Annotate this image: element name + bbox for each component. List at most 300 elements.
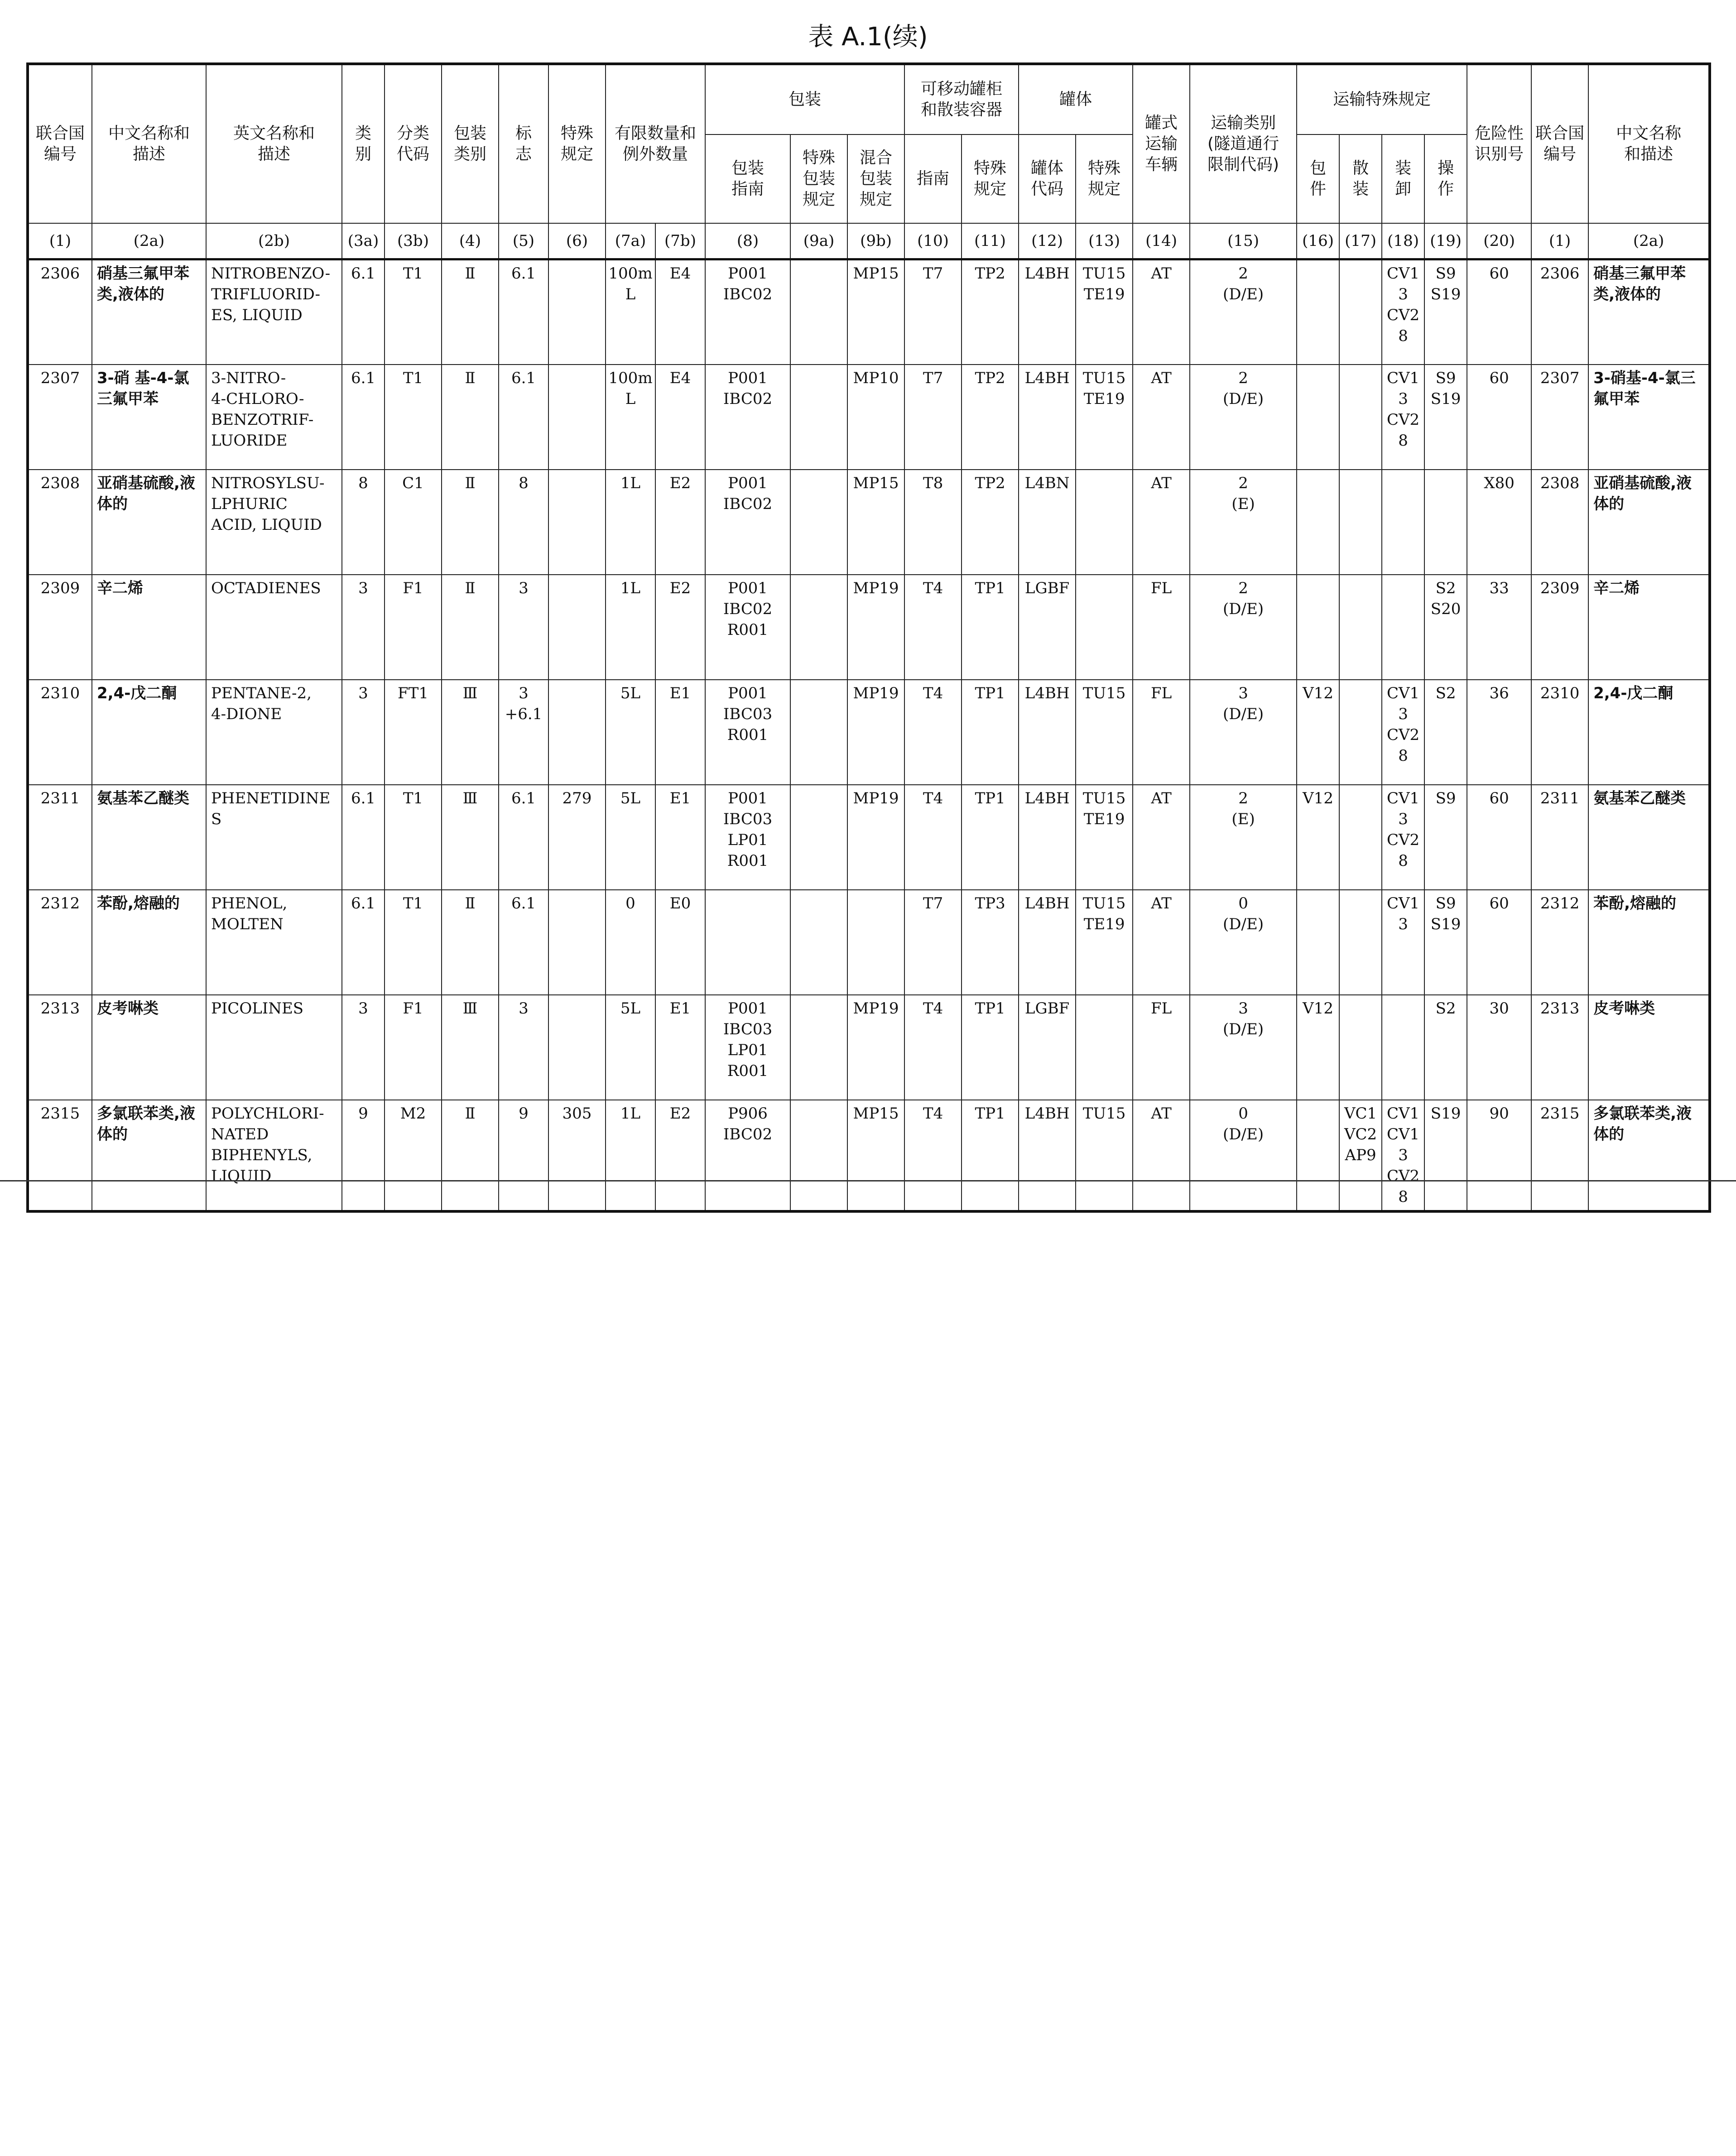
- table-row: [28, 1100, 1710, 1211]
- table-cell: [1076, 995, 1133, 1100]
- table-cell: FL: [1133, 680, 1190, 785]
- table-cell: T7: [904, 890, 962, 995]
- column-number: (16): [1297, 223, 1339, 259]
- table-cell: 3: [342, 995, 385, 1100]
- table-cell: [1297, 575, 1339, 680]
- table-cell: 8: [342, 470, 385, 575]
- table-cell: TU15 TE19: [1076, 890, 1133, 995]
- table-cell: P906 IBC02: [705, 1100, 790, 1211]
- table-cell: 硝基三氟甲苯类,液体的: [92, 259, 206, 365]
- table-cell: 氨基苯乙醚类: [1588, 785, 1710, 890]
- table-cell: 90: [1467, 1100, 1531, 1211]
- table-cell: [847, 890, 904, 995]
- table-cell: CV13 CV28: [1382, 259, 1424, 365]
- table-cell: M2: [385, 1100, 442, 1211]
- table-cell: L4BH: [1019, 259, 1076, 365]
- table-cell: 苯酚,熔融的: [92, 890, 206, 995]
- table-cell: MP10: [847, 365, 904, 470]
- table-cell: [1339, 575, 1382, 680]
- dangerous-goods-table: [26, 62, 1711, 1213]
- table-cell: 9: [499, 1100, 548, 1211]
- table-cell: 279: [548, 785, 606, 890]
- table-cell: CV13 CV28: [1382, 680, 1424, 785]
- table-cell: CV13: [1382, 890, 1424, 995]
- header-special-provisions: 特殊 规定: [548, 64, 606, 223]
- header-portable-tank-instructions: 指南: [904, 134, 962, 223]
- column-number: (8): [705, 223, 790, 259]
- table-cell: TP1: [962, 575, 1019, 680]
- header-un-no: 联合国 编号: [28, 64, 92, 223]
- table-cell: L4BN: [1019, 470, 1076, 575]
- table-row: [28, 995, 1710, 1100]
- table-cell: 60: [1467, 259, 1531, 365]
- table-cell: L4BH: [1019, 680, 1076, 785]
- table-cell: L4BH: [1019, 1100, 1076, 1211]
- table-cell: [705, 890, 790, 995]
- table-cell: AT: [1133, 365, 1190, 470]
- column-number: (14): [1133, 223, 1190, 259]
- table-cell: FT1: [385, 680, 442, 785]
- table-cell: LGBF: [1019, 995, 1076, 1100]
- header-name-en: 英文名称和 描述: [206, 64, 342, 223]
- column-number: (4): [442, 223, 499, 259]
- table-cell: 60: [1467, 890, 1531, 995]
- table-cell: 辛二烯: [92, 575, 206, 680]
- table-cell: P001 IBC02 R001: [705, 575, 790, 680]
- table-cell: TU15 TE19: [1076, 365, 1133, 470]
- table-cell: C1: [385, 470, 442, 575]
- table-cell: [790, 259, 847, 365]
- table-cell: 3-硝基-4-氯三氟甲苯: [1588, 365, 1710, 470]
- table-cell: POLYCHLORI- NATED BIPHENYLS, LIQUID: [206, 1100, 342, 1211]
- table-cell: FL: [1133, 575, 1190, 680]
- table-cell: Ⅲ: [442, 785, 499, 890]
- column-number: (3b): [385, 223, 442, 259]
- column-number: (20): [1467, 223, 1531, 259]
- table-cell: 5L: [606, 785, 655, 890]
- column-number-row: [28, 223, 1710, 259]
- table-row: [28, 575, 1710, 680]
- table-cell: 辛二烯: [1588, 575, 1710, 680]
- table-cell: [790, 680, 847, 785]
- table-cell: 2 (D/E): [1190, 575, 1297, 680]
- header-st-bulk: 散 装: [1339, 134, 1382, 223]
- header-packing-instructions: 包装 指南: [705, 134, 790, 223]
- header-st-operation: 操 作: [1424, 134, 1467, 223]
- table-cell: 60: [1467, 785, 1531, 890]
- table-cell: T7: [904, 365, 962, 470]
- table-cell: TP2: [962, 259, 1019, 365]
- table-cell: MP15: [847, 1100, 904, 1211]
- table-cell: TU15 TE19: [1076, 259, 1133, 365]
- column-number: (15): [1190, 223, 1297, 259]
- table-cell: S9 S19: [1424, 890, 1467, 995]
- table-cell: F1: [385, 575, 442, 680]
- table-row: [28, 365, 1710, 470]
- column-number: (7a): [606, 223, 655, 259]
- column-number: (5): [499, 223, 548, 259]
- table-cell: [790, 890, 847, 995]
- table-cell: 2 (D/E): [1190, 365, 1297, 470]
- table-cell: 2308: [1531, 470, 1588, 575]
- table-cell: [548, 890, 606, 995]
- table-cell: TP3: [962, 890, 1019, 995]
- table-cell: 36: [1467, 680, 1531, 785]
- table-cell: [1339, 259, 1382, 365]
- column-number: (13): [1076, 223, 1133, 259]
- table-cell: Ⅱ: [442, 259, 499, 365]
- table-cell: [1339, 890, 1382, 995]
- table-cell: P001 IBC02: [705, 470, 790, 575]
- table-cell: [548, 365, 606, 470]
- header-portable-tank-special: 特殊 规定: [962, 134, 1019, 223]
- column-number: (19): [1424, 223, 1467, 259]
- table-cell: 2309: [28, 575, 92, 680]
- table-cell: 6.1: [499, 785, 548, 890]
- column-number: (2b): [206, 223, 342, 259]
- table-cell: 1L: [606, 470, 655, 575]
- table-cell: 0: [606, 890, 655, 995]
- table-cell: [790, 785, 847, 890]
- table-cell: PICOLINES: [206, 995, 342, 1100]
- table-cell: 2310: [28, 680, 92, 785]
- table-cell: MP19: [847, 785, 904, 890]
- table-cell: F1: [385, 995, 442, 1100]
- table-cell: 2307: [28, 365, 92, 470]
- table-cell: [548, 259, 606, 365]
- table-cell: 3 (D/E): [1190, 680, 1297, 785]
- table-cell: S9 S19: [1424, 259, 1467, 365]
- table-cell: 多氯联苯类,液体的: [92, 1100, 206, 1211]
- column-number: (1): [1531, 223, 1588, 259]
- header-class: 类 别: [342, 64, 385, 223]
- table-cell: LGBF: [1019, 575, 1076, 680]
- table-cell: 3-硝 基-4-氯三氟甲苯: [92, 365, 206, 470]
- table-cell: Ⅱ: [442, 365, 499, 470]
- table-cell: E2: [655, 470, 705, 575]
- header-mixed-packing: 混合 包装 规定: [847, 134, 904, 223]
- table-cell: 6.1: [499, 890, 548, 995]
- table-cell: PHENOL, MOLTEN: [206, 890, 342, 995]
- table-cell: E2: [655, 575, 705, 680]
- header-class-code: 分类 代码: [385, 64, 442, 223]
- table-cell: [1076, 575, 1133, 680]
- column-number: (2a): [1588, 223, 1710, 259]
- table-cell: [790, 365, 847, 470]
- table-cell: NITROBENZO- TRIFLUORID- ES, LIQUID: [206, 259, 342, 365]
- header-special-transport: 运输特殊规定: [1297, 64, 1467, 134]
- table-cell: [1297, 365, 1339, 470]
- table-cell: VC1 VC2 AP9: [1339, 1100, 1382, 1211]
- table-cell: 3-NITRO- 4-CHLORO- BENZOTRIF- LUORIDE: [206, 365, 342, 470]
- table-cell: 2310: [1531, 680, 1588, 785]
- header-hazard-id: 危险性 识别号: [1467, 64, 1531, 223]
- header-name-cn: 中文名称和 描述: [92, 64, 206, 223]
- table-cell: [1382, 470, 1424, 575]
- table-cell: 3: [342, 680, 385, 785]
- table-cell: 2312: [1531, 890, 1588, 995]
- table-cell: AT: [1133, 890, 1190, 995]
- table-cell: 2309: [1531, 575, 1588, 680]
- column-number: (1): [28, 223, 92, 259]
- table-cell: Ⅲ: [442, 995, 499, 1100]
- column-number: (10): [904, 223, 962, 259]
- table-cell: P001 IBC03 R001: [705, 680, 790, 785]
- table-cell: [1339, 470, 1382, 575]
- table-cell: P001 IBC02: [705, 259, 790, 365]
- table-cell: MP19: [847, 995, 904, 1100]
- table-cell: AT: [1133, 785, 1190, 890]
- table-cell: [548, 680, 606, 785]
- table-cell: Ⅱ: [442, 470, 499, 575]
- table-row: [28, 785, 1710, 890]
- column-number: (6): [548, 223, 606, 259]
- table-cell: [1297, 470, 1339, 575]
- column-number: (9a): [790, 223, 847, 259]
- table-cell: 6.1: [499, 259, 548, 365]
- header-packaging: 包装: [705, 64, 904, 134]
- table-cell: T4: [904, 680, 962, 785]
- table-cell: 3 +6.1: [499, 680, 548, 785]
- header-un-no-repeat: 联合国 编号: [1531, 64, 1588, 223]
- table-cell: [1339, 680, 1382, 785]
- table-cell: 33: [1467, 575, 1531, 680]
- table-cell: X80: [1467, 470, 1531, 575]
- table-cell: S9 S19: [1424, 365, 1467, 470]
- table-cell: TP1: [962, 785, 1019, 890]
- table-cell: T4: [904, 995, 962, 1100]
- table-cell: E4: [655, 259, 705, 365]
- table-cell: 2308: [28, 470, 92, 575]
- table-cell: 0 (D/E): [1190, 1100, 1297, 1211]
- table-cell: S9: [1424, 785, 1467, 890]
- table-cell: MP15: [847, 259, 904, 365]
- table-cell: 5L: [606, 995, 655, 1100]
- table-cell: E1: [655, 680, 705, 785]
- header-st-packages: 包 件: [1297, 134, 1339, 223]
- table-cell: E0: [655, 890, 705, 995]
- column-number: (18): [1382, 223, 1424, 259]
- table-cell: 2311: [28, 785, 92, 890]
- table-cell: 305: [548, 1100, 606, 1211]
- table-body: [28, 259, 1710, 1211]
- table-cell: 3: [499, 575, 548, 680]
- page-title: 表 A.1(续): [808, 22, 928, 52]
- table-cell: PENTANE-2, 4-DIONE: [206, 680, 342, 785]
- table-cell: [1339, 785, 1382, 890]
- table-row: [28, 259, 1710, 365]
- table-row: [28, 470, 1710, 575]
- table-cell: [790, 1100, 847, 1211]
- table-cell: MP15: [847, 470, 904, 575]
- table-cell: Ⅲ: [442, 680, 499, 785]
- table-cell: T1: [385, 890, 442, 995]
- table-cell: 多氯联苯类,液体的: [1588, 1100, 1710, 1211]
- table-cell: [548, 470, 606, 575]
- table-cell: T1: [385, 259, 442, 365]
- table-cell: 2315: [1531, 1100, 1588, 1211]
- table-cell: S2 S20: [1424, 575, 1467, 680]
- table-cell: 100mL: [606, 365, 655, 470]
- table-cell: TU15: [1076, 1100, 1133, 1211]
- table-cell: [1424, 470, 1467, 575]
- table-cell: 6.1: [342, 890, 385, 995]
- table-cell: V12: [1297, 995, 1339, 1100]
- table-cell: E1: [655, 995, 705, 1100]
- column-number: (9b): [847, 223, 904, 259]
- table-cell: P001 IBC03 LP01 R001: [705, 785, 790, 890]
- table-cell: E2: [655, 1100, 705, 1211]
- table-cell: 2315: [28, 1100, 92, 1211]
- header-name-cn-repeat: 中文名称 和描述: [1588, 64, 1710, 223]
- table-cell: E4: [655, 365, 705, 470]
- table-cell: Ⅱ: [442, 575, 499, 680]
- table-cell: [1339, 365, 1382, 470]
- table-cell: 8: [499, 470, 548, 575]
- table-cell: S2: [1424, 680, 1467, 785]
- table-cell: 6.1: [342, 785, 385, 890]
- table-cell: T4: [904, 575, 962, 680]
- table-cell: 皮考啉类: [92, 995, 206, 1100]
- table-cell: 2 (D/E): [1190, 259, 1297, 365]
- column-number: (7b): [655, 223, 705, 259]
- header-labels: 标 志: [499, 64, 548, 223]
- table-cell: 硝基三氟甲苯类,液体的: [1588, 259, 1710, 365]
- table-cell: 亚硝基硫酸,液体的: [1588, 470, 1710, 575]
- column-number: (17): [1339, 223, 1382, 259]
- table-row: [28, 680, 1710, 785]
- table-cell: Ⅱ: [442, 890, 499, 995]
- header-limited-quantity: 有限数量和 例外数量: [606, 64, 705, 223]
- table-cell: L4BH: [1019, 890, 1076, 995]
- table-cell: P001 IBC03 LP01 R001: [705, 995, 790, 1100]
- table-cell: 2313: [28, 995, 92, 1100]
- table-cell: 100mL: [606, 259, 655, 365]
- table-cell: [548, 575, 606, 680]
- table-cell: 2 (E): [1190, 470, 1297, 575]
- table-cell: T7: [904, 259, 962, 365]
- table-cell: OCTADIENES: [206, 575, 342, 680]
- table-cell: NITROSYLSU- LPHURIC ACID, LIQUID: [206, 470, 342, 575]
- table-cell: 6.1: [499, 365, 548, 470]
- page-bottom-rule: [0, 1180, 1736, 1181]
- column-number: (2a): [92, 223, 206, 259]
- table-cell: 2307: [1531, 365, 1588, 470]
- column-number: (12): [1019, 223, 1076, 259]
- table-cell: [1297, 259, 1339, 365]
- table-cell: T4: [904, 1100, 962, 1211]
- table-cell: 氨基苯乙醚类: [92, 785, 206, 890]
- table-cell: TP1: [962, 680, 1019, 785]
- table-cell: CV13 CV28: [1382, 365, 1424, 470]
- table-cell: AT: [1133, 259, 1190, 365]
- table-cell: P001 IBC02: [705, 365, 790, 470]
- table-cell: [790, 575, 847, 680]
- table-cell: T8: [904, 470, 962, 575]
- header-tank-special: 特殊 规定: [1076, 134, 1133, 223]
- table-cell: MP19: [847, 680, 904, 785]
- table-cell: Ⅱ: [442, 1100, 499, 1211]
- table-cell: 2306: [1531, 259, 1588, 365]
- table-cell: T4: [904, 785, 962, 890]
- table-cell: 9: [342, 1100, 385, 1211]
- table-cell: FL: [1133, 995, 1190, 1100]
- table-cell: AT: [1133, 470, 1190, 575]
- table-cell: CV13 CV28: [1382, 785, 1424, 890]
- header-portable-tanks: 可移动罐柜 和散装容器: [904, 64, 1019, 134]
- table-cell: TU15: [1076, 680, 1133, 785]
- table-cell: V12: [1297, 680, 1339, 785]
- table-cell: [1382, 995, 1424, 1100]
- table-cell: 2311: [1531, 785, 1588, 890]
- table-cell: 6.1: [342, 259, 385, 365]
- table-cell: TP2: [962, 365, 1019, 470]
- table-cell: L4BH: [1019, 365, 1076, 470]
- table-cell: 1L: [606, 1100, 655, 1211]
- table-cell: 2,4-戊二酮: [1588, 680, 1710, 785]
- header-special-packing: 特殊 包装 规定: [790, 134, 847, 223]
- table-cell: T1: [385, 785, 442, 890]
- table-cell: E1: [655, 785, 705, 890]
- table-cell: L4BH: [1019, 785, 1076, 890]
- table-cell: PHENETIDINES: [206, 785, 342, 890]
- table-cell: TP1: [962, 1100, 1019, 1211]
- table-cell: 5L: [606, 680, 655, 785]
- table-row: [28, 890, 1710, 995]
- table-cell: TP2: [962, 470, 1019, 575]
- table-cell: 3: [499, 995, 548, 1100]
- table-cell: 2,4-戊二酮: [92, 680, 206, 785]
- table-cell: 苯酚,熔融的: [1588, 890, 1710, 995]
- table-cell: 亚硝基硫酸,液体的: [92, 470, 206, 575]
- table-cell: 0 (D/E): [1190, 890, 1297, 995]
- table-cell: [790, 995, 847, 1100]
- table-cell: [1339, 995, 1382, 1100]
- table-cell: V12: [1297, 785, 1339, 890]
- table-cell: 皮考啉类: [1588, 995, 1710, 1100]
- column-number: (11): [962, 223, 1019, 259]
- table-cell: 60: [1467, 365, 1531, 470]
- table-cell: 2312: [28, 890, 92, 995]
- table-cell: 1L: [606, 575, 655, 680]
- table-cell: 2313: [1531, 995, 1588, 1100]
- table-cell: [1297, 890, 1339, 995]
- header-st-loading: 装 卸: [1382, 134, 1424, 223]
- table-cell: 3: [342, 575, 385, 680]
- table-cell: [1297, 1100, 1339, 1211]
- table-cell: [790, 470, 847, 575]
- table-cell: [548, 995, 606, 1100]
- header-packing-group: 包装 类别: [442, 64, 499, 223]
- header-tanks: 罐体: [1019, 64, 1133, 134]
- header-tank-code: 罐体 代码: [1019, 134, 1076, 223]
- table-cell: S2: [1424, 995, 1467, 1100]
- header-transport-category: 运输类别 (隧道通行 限制代码): [1190, 64, 1297, 223]
- table-cell: AT: [1133, 1100, 1190, 1211]
- table-cell: 3 (D/E): [1190, 995, 1297, 1100]
- table-cell: 6.1: [342, 365, 385, 470]
- table-cell: MP19: [847, 575, 904, 680]
- table-cell: TU15 TE19: [1076, 785, 1133, 890]
- table-cell: CV1 CV13 CV28: [1382, 1100, 1424, 1211]
- header-tank-vehicle: 罐式 运输 车辆: [1133, 64, 1190, 223]
- table-cell: TP1: [962, 995, 1019, 1100]
- table-cell: S19: [1424, 1100, 1467, 1211]
- column-number: (3a): [342, 223, 385, 259]
- table-cell: 30: [1467, 995, 1531, 1100]
- table-cell: [1076, 470, 1133, 575]
- table-cell: 2306: [28, 259, 92, 365]
